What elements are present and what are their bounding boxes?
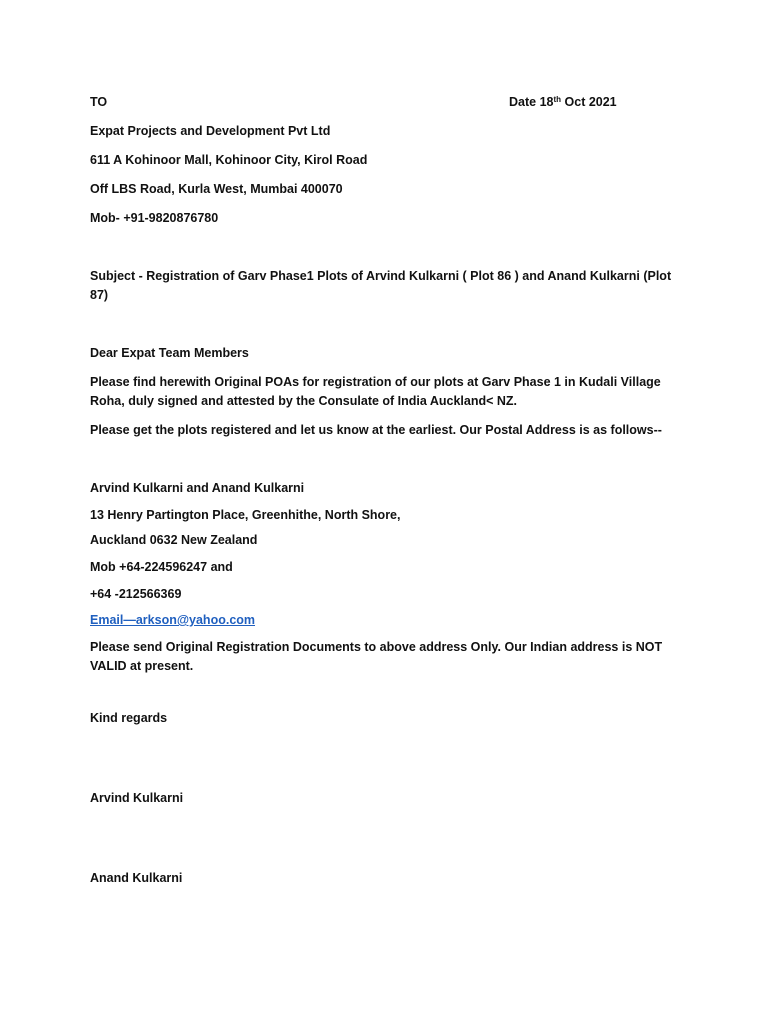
recipient-company: Expat Projects and Development Pvt Ltd [90, 124, 331, 138]
recipient-mobile: Mob- +91-9820876780 [90, 211, 219, 225]
date-rest: Oct 2021 [561, 95, 617, 109]
date-ordinal: th [553, 95, 562, 104]
body-paragraph-1: Please find herewith Original POAs for registration of our plots at Garv Phase 1 in Kudali Village Roha, duly signed and attested by the Consulate of India Auckland< NZ. [90, 375, 661, 408]
body-paragraph-2: Please get the plots registered and let us know at the earliest. Our Postal Address is as follows-- [90, 423, 662, 437]
salutation: Dear Expat Team Members [90, 346, 249, 360]
sender-email-link[interactable]: Email—arkson@yahoo.com [90, 613, 256, 627]
recipient-address-line1: 611 A Kohinoor Mall, Kohinoor City, Kirol Road [90, 153, 368, 167]
closing-note: Please send Original Registration Documents to above address Only. Our Indian address is NOT VALID at present. [90, 640, 663, 673]
date-prefix: Date 18 [509, 95, 554, 109]
sender-mobile-2: +64 -212566369 [90, 587, 182, 601]
sender-address-line2: Auckland 0632 New Zealand [90, 533, 258, 547]
signer-2: Anand Kulkarni [90, 871, 183, 885]
signer-1: Arvind Kulkarni [90, 791, 184, 805]
letter-date [509, 93, 617, 112]
sender-address-line1: 13 Henry Partington Place, Greenhithe, North Shore, [90, 508, 401, 522]
subject-line: Subject - Registration of Garv Phase1 Plots of Arvind Kulkarni ( Plot 86 ) and Anand Kulkarni (Plot 87) [90, 269, 672, 302]
sender-names: Arvind Kulkarni and Anand Kulkarni [90, 481, 305, 495]
sender-mobile-1: Mob +64-224596247 and [90, 560, 233, 574]
kind-regards: Kind regards [90, 711, 168, 725]
recipient-address-line2: Off LBS Road, Kurla West, Mumbai 400070 [90, 182, 343, 196]
to-label: TO [90, 95, 108, 109]
